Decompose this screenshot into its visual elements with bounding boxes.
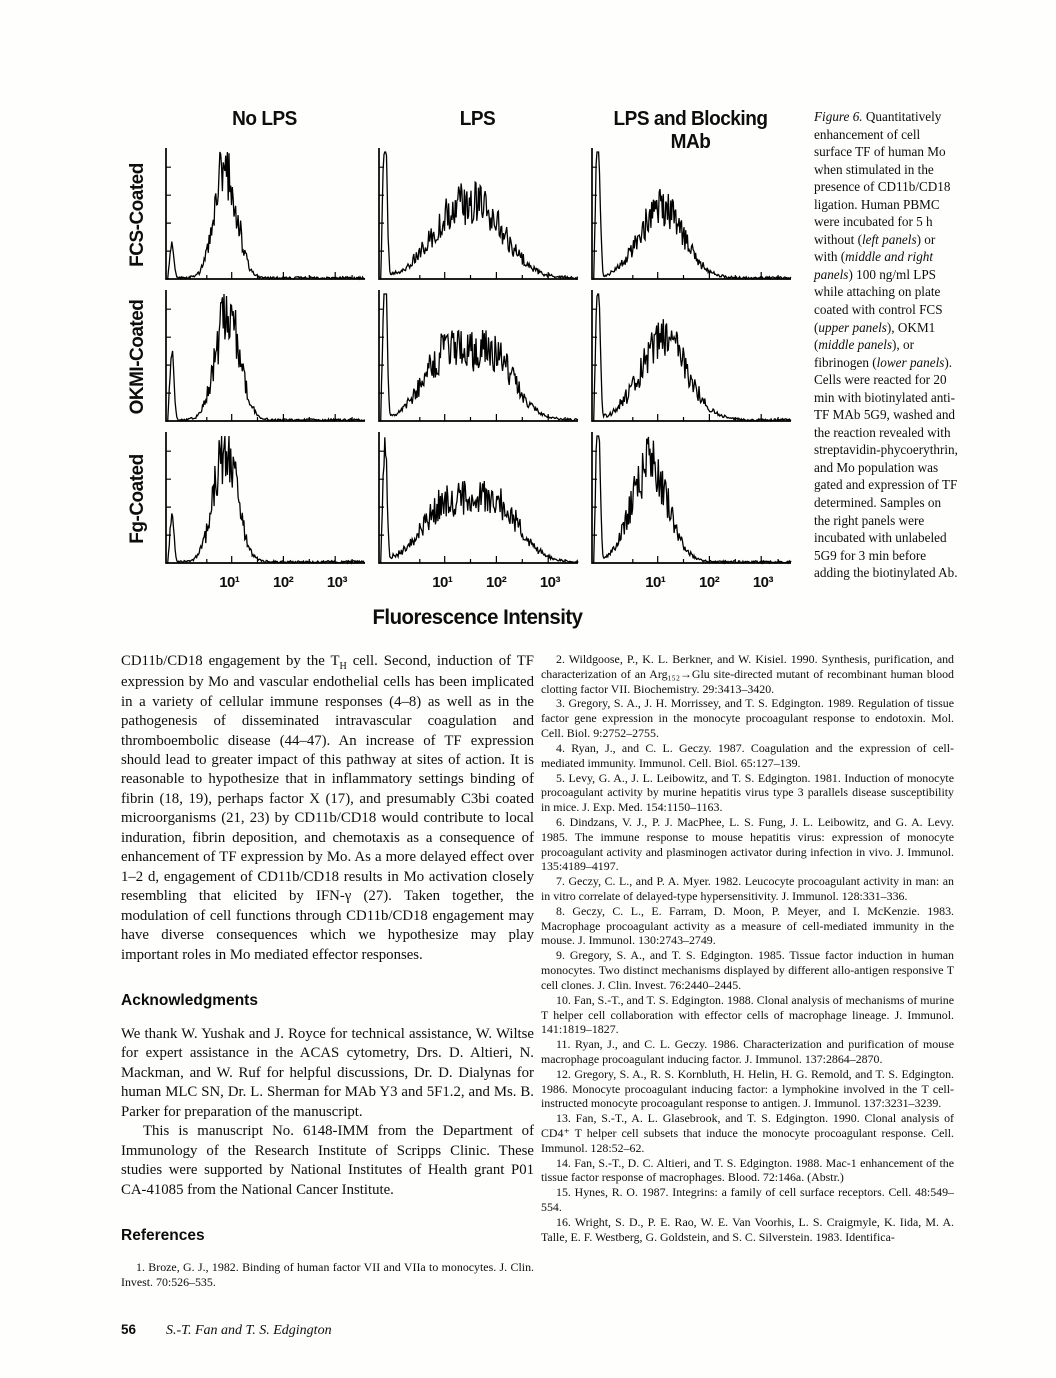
reference-item: 11. Ryan, J., and C. L. Geczy. 1986. Characterization and purification of mouse macrophage procoagulant inducing factor. J. Immunol. 137:2864–2870.: [541, 1037, 954, 1066]
histogram-fg-lps-mab: [587, 430, 794, 567]
histogram-fcs-lps-mab: [587, 146, 794, 283]
figure-caption: [814, 108, 960, 582]
reference-item: 10. Fan, S.-T., and T. S. Edgington. 1988. Clonal analysis of mechanisms of murine T helper cell collaboration with effector cells of macrophage lineage. J. Immunol. 141:1819–1827.: [541, 992, 954, 1037]
tick-10-3: 10³: [752, 574, 774, 591]
reference-item: 12. Gregory, S. A., R. S. Kornbluth, H. Helin, H. G. Remold, and T. S. Edgington. 1986. Monocyte procoagulant inducing factor: a lymphokine involved in the T cell-instructed monocyte procoagulant response to antigen. J. Immunol. 137:3231–3239.: [541, 1066, 954, 1111]
row-label-fcs-coated: FCS-Coated: [127, 162, 148, 267]
reference-item: 15. Hynes, R. O. 1987. Integrins: a family of cell surface receptors. Cell. 48:549–554.: [541, 1185, 954, 1215]
reference-item: 2. Wildgoose, P., K. L. Berkner, and W. Kisiel. 1990. Synthesis, purification, and characterization of an Arg₁₅₂→Glu site-directed mutant of recombinant human blood clotting factor VII. Biochemistry. 29:3413–3420.: [541, 652, 954, 696]
reference-item: 7. Geczy, C. L., and P. A. Myer. 1982. Leucocyte procoagulant activity in man: an in vitro correlate of delayed-type hypersensitivity. J. Immunol. 128:331–336.: [541, 874, 954, 903]
reference-item: 14. Fan, S.-T., D. C. Altieri, and T. S. Edgington. 1988. Mac-1 enhancement of the tissue factor response of macrophages. Blood. 72:146a. (Abstr.): [541, 1155, 954, 1185]
histogram-fg-lps: [374, 430, 581, 567]
acknowledgments-paragraph-2: This is manuscript No. 6148-IMM from the Department of Immunology of the Research Institute of Scripps Clinic. These studies were supported by National Institutes of Health grant P01 CA-41085 from the National Cancer Institute.: [121, 1123, 534, 1198]
histogram-okmi-lps-mab: [587, 288, 794, 425]
figure-row-fg: [121, 430, 800, 567]
reference-item: 8. Geczy, C. L., E. Farram, D. Moon, P. Meyer, and I. McKenzie. 1983. Macrophage procoagulant activity as a measure of cell-mediated immunity in the mouse. J. Immunol. 130:2743–2749.: [541, 903, 954, 948]
reference-item: 9. Gregory, S. A., and T. S. Edgington. 1985. Tissue factor induction in human monocytes. Two distinct mechanisms displayed by different allo-antigen responsive T cell clones. J. Clin. Invest. 76:2440–2445.: [541, 948, 954, 992]
reference-item: 5. Levy, G. A., J. L. Leibowitz, and T. S. Edgington. 1981. Induction of monocyte procoagulant activity by murine hepatitis virus type 3 parallels disease susceptibility in mice. J. Exp. Med. 154:1150–1163.: [541, 770, 954, 815]
histogram-fcs-no-lps: [161, 146, 368, 283]
tick-10-3: 10³: [539, 574, 561, 591]
row-label-okmi-coated: OKMI-Coated: [127, 299, 148, 414]
tick-10-1: 10¹: [219, 574, 240, 591]
page-footer: [121, 1322, 534, 1339]
histogram-fcs-lps: [374, 146, 581, 283]
acknowledgments-paragraph-1: We thank W. Yushak and J. Royce for technical assistance, W. Wiltse for expert assistance in the ACAS cytometry, Drs. D. Altieri, N. Mackman, and W. Ruf for helpful discussions, Dr. D. Dialynas for human MLC SN, Dr. L. Sherman for MAb Y3 and 5F1.2, and Ms. B. Parker for preparation of the manuscript.: [121, 1025, 534, 1120]
x-axis-label: Fluorescence Intensity: [372, 606, 583, 629]
column-header-no-lps: No LPS: [232, 108, 297, 130]
page-number: 56: [121, 1321, 137, 1337]
histogram-okmi-lps: [374, 288, 581, 425]
reference-item: 4. Ryan, J., and C. L. Geczy. 1987. Coagulation and the expression of cell-mediated immunity. Immunol. Cell. Biol. 65:127–139.: [541, 740, 954, 770]
tick-10-1: 10¹: [432, 574, 453, 591]
figure-row-fcs: [121, 146, 800, 283]
figure-caption-text: Figure 6. Quantitatively enhancement of cell surface TF of human Mo when stimulated in the presence of CD11b/CD18 ligation. Human PBMC were incubated for 5 h without (left panels) or with (middle and right panels) 100 ng/ml LPS while attaching on plate coated with control FCS (upper panels), OKM1 (middle panels), or fibrinogen (lower panels). Cells were reacted for 20 min with biotinylated anti-TF MAb 5G9, washed and the reaction revealed with streptavidin-phycoerythrin, and Mo population was gated and expression of TF determined. Samples on the right panels were incubated with unlabeled 5G9 for 3 min before adding the biotinylated Ab.: [814, 109, 958, 581]
reference-item: 16. Wright, S. D., P. E. Rao, W. E. Van Voorhis, L. S. Craigmyle, K. Iida, M. A. Talle, E. F. Westberg, G. Goldstein, and S. C. Silverstein. 1983. Identifica-: [541, 1214, 954, 1244]
tick-10-2: 10²: [699, 574, 720, 591]
figure-column-headers: [161, 108, 800, 153]
figure-6: [121, 108, 960, 630]
reference-item: 1. Broze, G. J., 1982. Binding of human factor VII and VIIa to monocytes. J. Clin. Invest. 70:526–535.: [121, 1260, 534, 1289]
references-heading: References: [121, 1227, 205, 1245]
text-columns: [121, 652, 960, 1339]
reference-item: 3. Gregory, S. A., J. H. Morrissey, and T. S. Edgington. 1989. Regulation of tissue factor gene expression in the monocyte procoagulant response to endotoxin. Mol. Cell. Biol. 9:2752–2755.: [541, 696, 954, 741]
figure-panels-block: [121, 108, 800, 630]
reference-item: 13. Fan, S.-T., A. L. Glasebrook, and T. S. Edgington. 1990. Clonal analysis of CD4⁺ T helper cell subsets that induce the monocyte procoagulant response. Cell. Immunol. 128:52–62.: [541, 1111, 954, 1155]
histogram-okmi-no-lps: [161, 288, 368, 425]
left-column: [121, 652, 534, 1339]
discussion-paragraph: CD11b/CD18 engagement by the $T_H$ cell. Second, induction of TF expression by Mo and vascular endothelial cells has been implicated in a variety of cellular immune responses (4–8) as well as in the pathogenesis of disseminated intravascular coagulation and thromboembolic disease (44–47). An increase of TF expression should lead to greater impact of this pathway at sites of action. It is reasonable to hypothesize that in inflammatory settings binding of fibrin (18, 19), perhaps factor X (17), and presumably C3bi coated microorganisms (21, 23) by CD11b/CD18 would contribute to local induration, fibrin deposition, and chemotaxis as a consequence of enhancement of TF expression by Mo. As a more delayed effect over 1–2 d, engagement of CD11b/CD18 results in Mo activation closely resembling that elicited by IFN-γ (27). Taken together, the modulation of cell functions through CD11b/CD18 engagement may have diverse consequences which we hypothesize may play important roles in Mo mediated effector responses.: [121, 653, 534, 963]
histogram-fg-no-lps: [161, 430, 368, 567]
acknowledgments-heading: Acknowledgments: [121, 991, 258, 1009]
running-title: S.-T. Fan and T. S. Edgington: [166, 1322, 332, 1338]
figure-row-okmi: [121, 288, 800, 425]
x-axis-tick-labels: [161, 572, 800, 596]
tick-10-2: 10²: [486, 574, 507, 591]
row-label-fg-coated: Fg-Coated: [127, 453, 148, 544]
column-header-lps: LPS: [459, 108, 496, 130]
tick-10-1: 10¹: [645, 574, 666, 591]
tick-10-3: 10³: [326, 574, 348, 591]
column-header-lps-blocking-mab: LPS and Blocking MAb: [613, 108, 768, 153]
right-column: [541, 652, 954, 1339]
reference-item: 6. Dindzans, V. J., P. J. MacPhee, L. S. Fung, J. L. Leibowitz, and G. A. Levy. 1985. The immune response to mouse hepatitis virus: expression of monocyte procoagulant activity and plasminogen activator during infection in vivo. J. Immunol. 135:4189–4197.: [541, 814, 954, 874]
tick-10-2: 10²: [273, 574, 294, 591]
